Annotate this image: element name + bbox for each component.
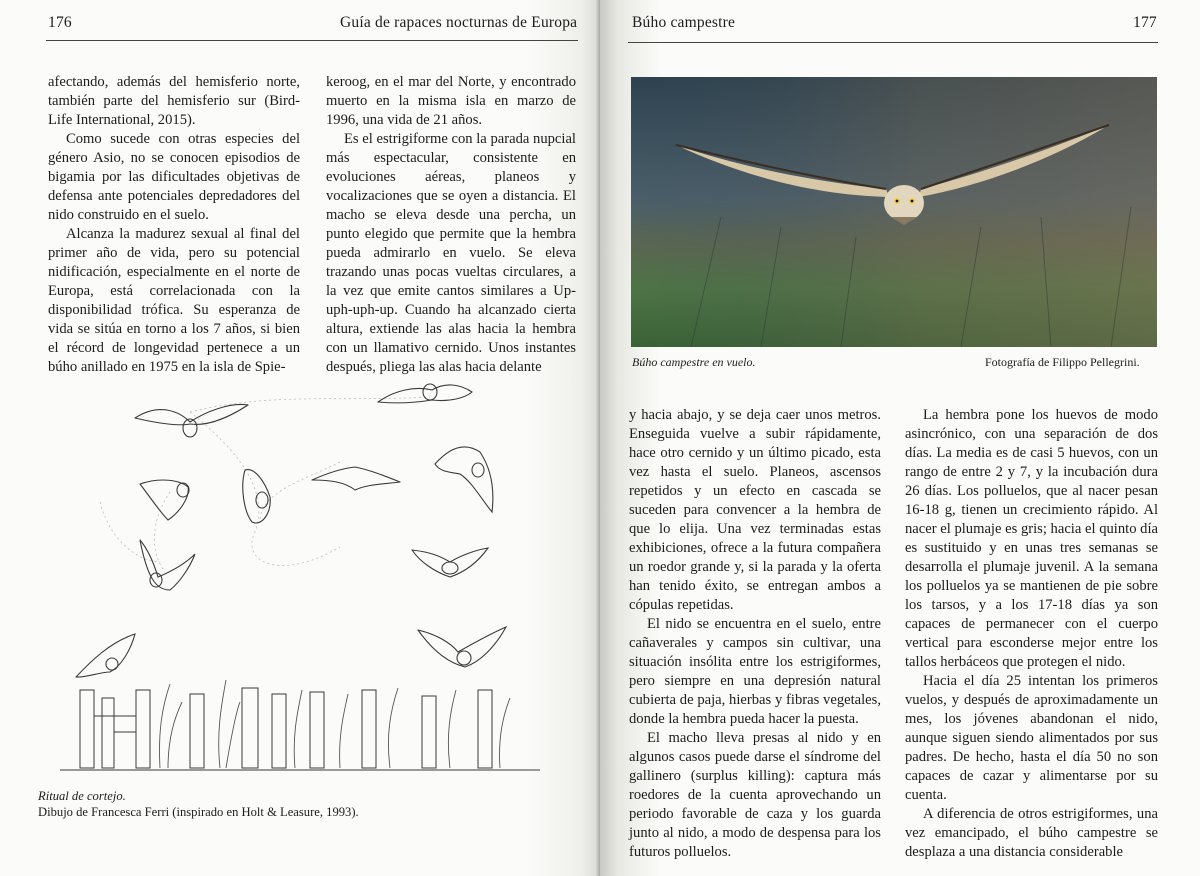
right-page-number: 177 [1133, 14, 1157, 31]
right-column-2 [905, 406, 1158, 862]
paragraph: y hacia abajo, y se deja caer unos metros. Enseguida vuelve a subir rápidamente, hace otro cernido y un último picado, esta vez hasta el suelo. Planeos, ascensos repetidos y un efecto en cascada se suceden para convencer a la hembra de que lo elija. Una vez terminadas estas exhibiciones, ofrece a la futura compañera un roedor grande y, si la parada y la oferta han tenido éxito, se entregan ambos a cópulas repetidas. [629, 407, 881, 613]
paragraph: Alcanza la madurez sexual al final del primer año de vida, pero su potencial nidificación, especialmente en el norte de Europa, está correlacionada con la disponibilidad trófica. Su esperanza de vida se sitúa en torno a los 7 años, si bien el récord de longevidad pertenece a un búho anillado en 1975 en la isla de Spie- [48, 226, 300, 375]
owl-sketch [418, 627, 506, 667]
paragraph: Es el estrigiforme con la parada nupcial más espectacular, consistente en evoluciones aéreas, planeos y vocalizaciones que se oyen a distancia. El macho se eleva desde una percha, un punto elegido que permite que la hembra pueda admirarlo en vuelo. Se eleva trazando unas pocas vueltas circulares, a la vez que emite cantos similares a Up-uph-uph-up. Cuando ha alcanzado cierta altura, extiende las alas hacia la hembra con un llamativo cernido. Unos instantes después, pliega las alas hacia delante [326, 131, 576, 375]
paragraph: La hembra pone los huevos de modo asincrónico, con una separación de dos días. La media es de casi 5 huevos, con un rango de entre 2 y 7, y la incubación dura 26 días. Los polluelos, que al nacer pesan 16-18 g, tienen un crecimiento rápido. Al nacer el plumaje es gris; hacia el quinto día es sustituido y en unas tres semanas se desarrolla el plumaje juvenil. A la semana los polluelos ya se mantienen de pie sobre los tarsos, y a los 17-18 días ya son capaces de permanecer con el cuerpo vertical para esconderse mejor entre los tallos herbáceos que protegen el nido. [905, 407, 1158, 670]
photo-credit: Fotografía de Filippo Pellegrini. [985, 355, 1140, 369]
left-column-1 [48, 73, 300, 377]
owl-sketch [140, 480, 189, 520]
paragraph: afectando, además del hemisferio norte, también parte del hemisferio sur (Bird-Life International, 2015). [48, 74, 300, 128]
paragraph: A diferencia de otros estrigiformes, una vez emancipado, el búho campestre se desplaza a una distancia considerable [905, 806, 1158, 860]
owl-sketch [412, 548, 488, 577]
left-column-2 [326, 73, 576, 377]
owl-sketch [243, 470, 270, 523]
paragraph: keroog, en el mar del Norte, y encontrado muerto en la misma isla en marzo de 1996, una vida de 21 años. [326, 74, 576, 128]
paragraph: El nido se encuentra en el suelo, entre cañaverales y campos sin cultivar, una situación insólita entre los estrigiformes, pero siempre en una depresión natural cubierta de paja, hierbas y fibras vegetales, donde la hembra pueda hacer la puesta. [629, 616, 881, 727]
paragraph: Como sucede con otras especies del género Asio, no se conocen episodios de bigamia por las dificultades objetivas de defensa ante potenciales depredadores del nido construido en el suelo. [48, 131, 300, 223]
courtship-ritual-drawing [40, 372, 565, 792]
grass-reeds [159, 680, 510, 768]
owl-sketch [76, 634, 135, 677]
drawing-caption-title: Ritual de cortejo. [38, 789, 126, 803]
photo-caption: Búho campestre en vuelo. [632, 355, 756, 369]
owl-sketch [435, 447, 493, 512]
owl-photo-image [631, 77, 1157, 347]
paragraph: El macho lleva presas al nido y en algunos casos puede darse el síndrome del gallinero (surplus killing): captura más roedores de la cuenta aprovechando un periodo favorable de caza y los guarda junto al nido, a modo de despensa para los futuros polluelos. [629, 730, 881, 860]
right-column-1 [629, 406, 881, 862]
owl-sketch [312, 467, 400, 490]
right-running-head: Búho campestre [632, 14, 736, 31]
drawing-caption [38, 788, 359, 820]
left-running-head: Guía de rapaces nocturnas de Europa [340, 14, 578, 31]
right-header-rule [628, 42, 1158, 43]
owl-sketch [140, 540, 195, 590]
left-page-number: 176 [48, 14, 72, 31]
owl-in-flight-photo [631, 77, 1157, 347]
owl-sketches [76, 384, 506, 677]
owl-sketch [378, 384, 472, 403]
paragraph: Hacia el día 25 intentan los primeros vuelos, y después de aproximadamente un mes, los jóvenes abandonan el nido, aunque siguen siendo alimentados por sus padres. De hecho, hasta el día 50 no son capaces de cazar y alimentarse por su cuenta. [905, 673, 1158, 803]
owl-sketch [135, 404, 248, 437]
drawing-caption-credit: Dibujo de Francesca Ferri (inspirado en Holt & Leasure, 1993). [38, 805, 359, 819]
left-header-rule [46, 40, 578, 41]
